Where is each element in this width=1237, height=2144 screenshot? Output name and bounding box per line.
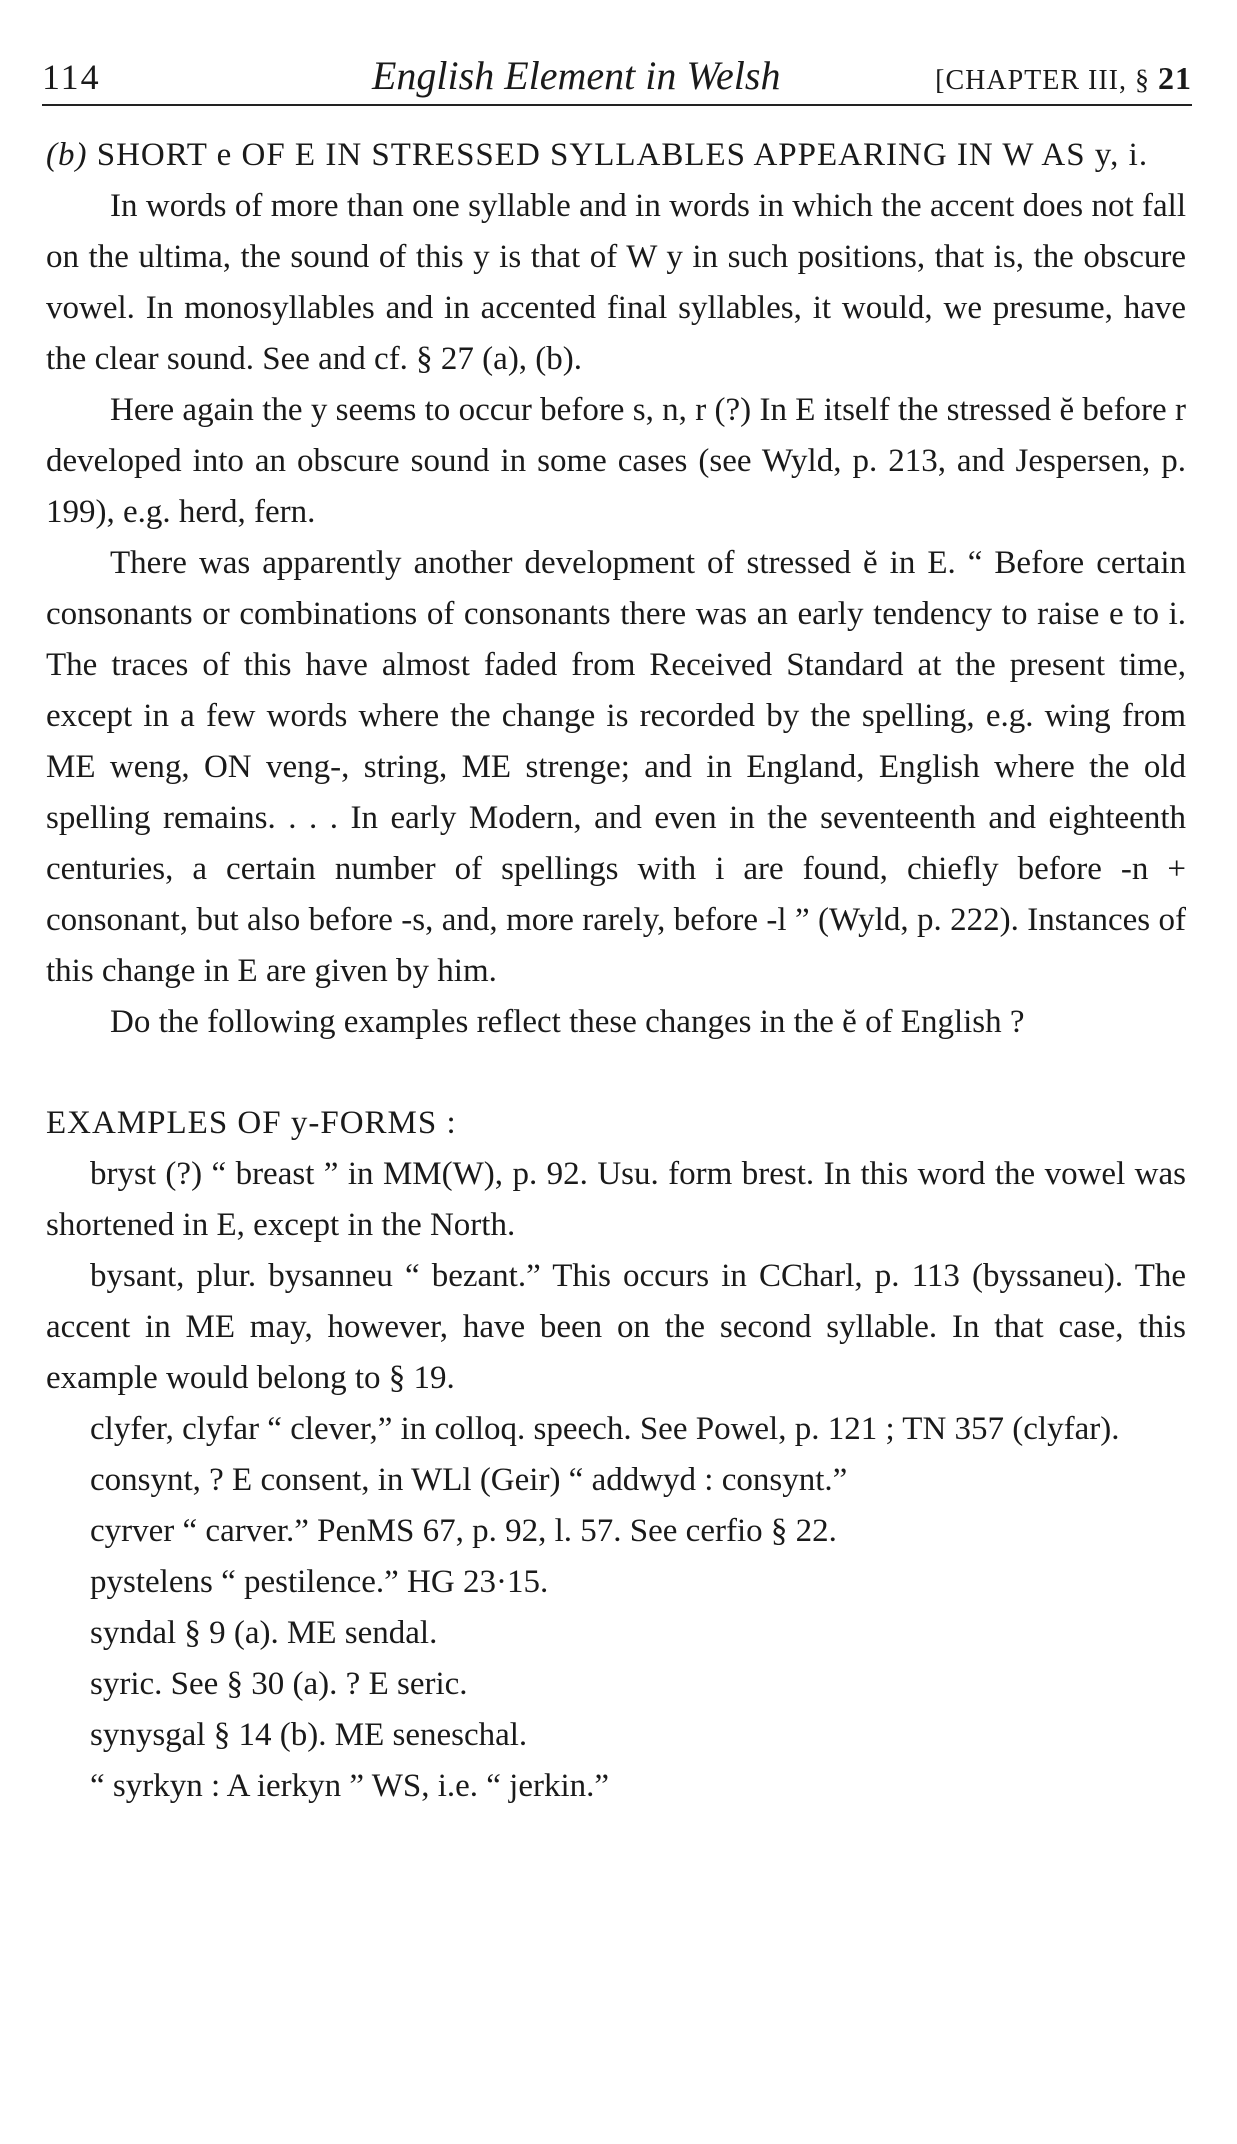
- paragraph: There was apparently another development of stressed ĕ in E. “ Before certain consonants or combinations of consonants there was an early tendency to raise e to i. The traces of this have almost faded from Received Standard at the present time, except in a few words where the change is recorded by the spelling, e.g. wing from ME weng, ON veng-, string, ME strenge; and in England, English where the old spelling remains. . . . In early Modern, and even in the seventeenth and eighteenth centuries, a certain number of spellings with i are found, chiefly before -n + consonant, but also before -s, and, more rarely, before -l ” (Wyld, p. 222). Instances of this change in E are given by him.: [46, 545, 1186, 989]
- example-entry: cyrver “ carver.” PenMS 67, p. 92, l. 57. See cerfio § 22.: [90, 1513, 837, 1549]
- subheading-text: SHORT e OF E IN STRESSED SYLLABLES APPEARING IN W AS y, i.: [96, 137, 1149, 173]
- paragraph: Here again the y seems to occur before s, n, r (?) In E itself the stressed ĕ before r developed into an obscure sound in some cases (see Wyld, p. 213, and Jespersen, p. 199), e.g. herd, fern.: [46, 392, 1186, 530]
- page-body: [46, 130, 1186, 1812]
- section-reference-prefix: [CHAPTER III, §: [935, 65, 1150, 96]
- paragraph: Do the following examples reflect these changes in the ĕ of English ?: [110, 1004, 1025, 1040]
- example-entry: syndal § 9 (a). ME sendal.: [90, 1615, 438, 1651]
- section-reference: [935, 60, 1192, 97]
- example-entry: consynt, ? E consent, in WLl (Geir) “ addwyd : consynt.”: [90, 1462, 848, 1498]
- subheading-label: (b): [46, 137, 88, 173]
- section-number: 21: [1158, 60, 1192, 96]
- example-entry: bysant, plur. bysanneu “ bezant.” This occurs in CCharl, p. 113 (byssaneu). The accent in ME may, however, have been on the second syllable. In that case, this example would belong to § 19.: [46, 1258, 1186, 1396]
- section-subheading: [46, 130, 1186, 181]
- page-number: 114: [42, 57, 101, 97]
- example-entry: pystelens “ pestilence.” HG 23·15.: [90, 1564, 549, 1600]
- example-entry: “ syrkyn : A ierkyn ” WS, i.e. “ jerkin.”: [90, 1768, 610, 1804]
- example-entry: bryst (?) “ breast ” in MM(W), p. 92. Usu. form brest. In this word the vowel was shortened in E, except in the North.: [46, 1156, 1186, 1243]
- spacer: [46, 1048, 1186, 1098]
- example-entry: synysgal § 14 (b). ME seneschal.: [90, 1717, 528, 1753]
- example-entry: clyfer, clyfar “ clever,” in colloq. speech. See Powel, p. 121 ; TN 357 (clyfar).: [90, 1411, 1120, 1447]
- example-entry: syric. See § 30 (a). ? E seric.: [90, 1666, 468, 1702]
- page-header: [42, 44, 1192, 106]
- running-title: English Element in Welsh: [372, 53, 781, 98]
- paragraph: In words of more than one syllable and in words in which the accent does not fall on the ultima, the sound of this y is that of W y in such positions, that is, the obscure vowel. In monosyllables and in accented final syllables, it would, we presume, have the clear sound. See and cf. § 27 (a), (b).: [46, 188, 1186, 377]
- examples-heading: EXAMPLES OF y-FORMS :: [46, 1105, 457, 1141]
